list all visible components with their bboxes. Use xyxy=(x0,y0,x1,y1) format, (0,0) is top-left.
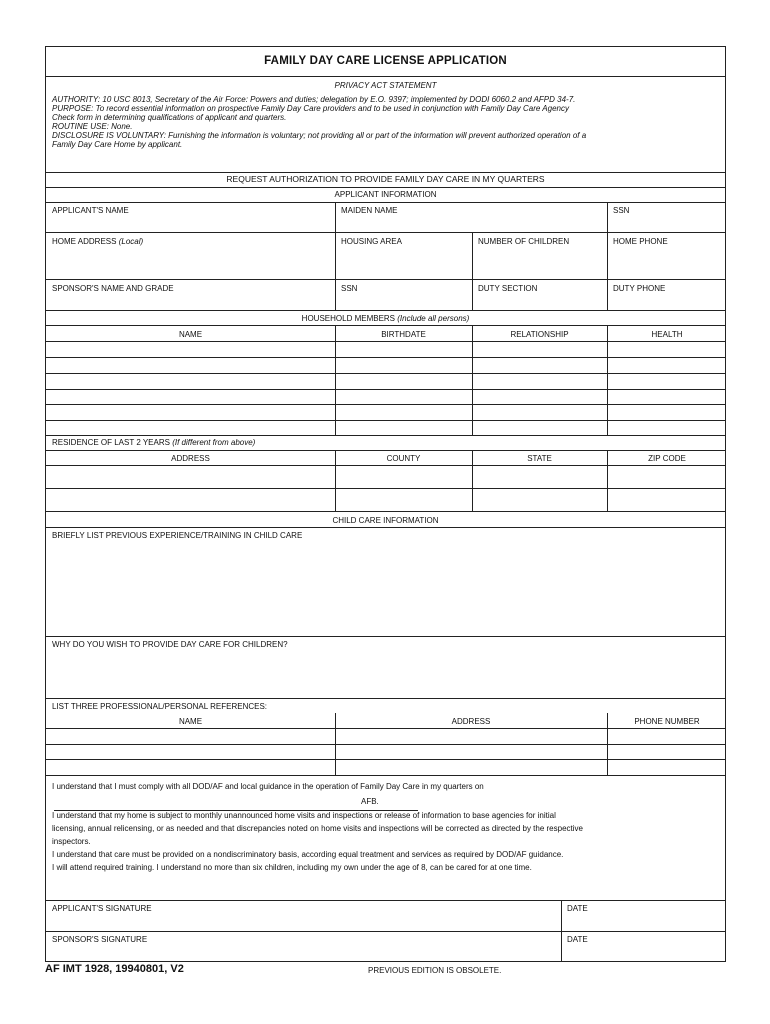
col-divider xyxy=(607,713,608,775)
residence-col-zip: ZIP CODE xyxy=(648,454,686,463)
divider xyxy=(46,325,725,326)
applicant-name-label: APPLICANT'S NAME xyxy=(52,206,129,215)
divider xyxy=(46,435,725,436)
request-heading: REQUEST AUTHORIZATION TO PROVIDE FAMILY DAY CARE IN MY QUARTERS xyxy=(226,174,545,184)
table-row xyxy=(46,389,725,390)
divider xyxy=(46,202,725,203)
table-row xyxy=(46,341,725,342)
table-row xyxy=(46,420,725,421)
divider xyxy=(46,450,725,451)
duty-phone-label: DUTY PHONE xyxy=(613,284,666,293)
col-divider xyxy=(472,232,473,310)
divider xyxy=(46,511,725,512)
authority-text: AUTHORITY: 10 USC 8013, Secretary of the Air Force: Powers and duties; delegation by E.O. 9397; implemented by DODI 6060.2 and AFPD 34-7. xyxy=(52,95,576,104)
purpose-text: PURPOSE: To record essential information on prospective Family Day Care providers and to be used in conjunction with Family Day Care Agency xyxy=(52,104,569,113)
duty-section-label: DUTY SECTION xyxy=(478,284,538,293)
privacy-heading: PRIVACY ACT STATEMENT xyxy=(334,81,437,90)
table-row xyxy=(46,728,725,729)
sponsor-ssn-label: SSN xyxy=(341,284,358,293)
reference-col-address: ADDRESS xyxy=(451,717,491,726)
sponsor-name-label: SPONSOR'S NAME AND GRADE xyxy=(52,284,174,293)
divider xyxy=(46,931,725,932)
table-row xyxy=(46,488,725,489)
household-col-relationship: RELATIONSHIP xyxy=(510,330,569,339)
divider xyxy=(46,76,725,77)
divider xyxy=(46,527,725,528)
obsolete-notice: PREVIOUS EDITION IS OBSOLETE. xyxy=(368,966,502,975)
maiden-name-label: MAIDEN NAME xyxy=(341,206,398,215)
col-divider xyxy=(472,450,473,511)
sponsor-date-label: DATE xyxy=(567,935,588,944)
col-divider xyxy=(335,713,336,775)
disclosure-text-cont: Family Day Care Home by applicant. xyxy=(52,140,183,149)
statement-2 xyxy=(52,809,719,874)
col-divider xyxy=(472,325,473,435)
reference-col-phone: PHONE NUMBER xyxy=(634,717,700,726)
statement-line: inspectors. xyxy=(52,837,91,846)
table-row xyxy=(46,357,725,358)
household-heading: HOUSEHOLD MEMBERS (Include all persons) xyxy=(301,314,470,323)
statement-line: I understand that care must be provided on a nondiscriminatory basis, according equal treatment and services as required by DOD/AF guidance. xyxy=(52,850,564,859)
col-divider xyxy=(607,450,608,511)
statement-line: I will attend required training. I understand no more than six children, including my own under the age of 8, can be cared for at one time. xyxy=(52,863,532,872)
table-row xyxy=(46,744,725,745)
table-row xyxy=(46,404,725,405)
statement-line: I understand that my home is subject to monthly unannounced home visits and inspections or release of information to base agencies for initial xyxy=(52,811,556,820)
col-divider xyxy=(607,325,608,435)
purpose-text-cont: Check form in determining qualifications of applicant and quarters. xyxy=(52,113,287,122)
why-label: WHY DO YOU WISH TO PROVIDE DAY CARE FOR CHILDREN? xyxy=(52,640,288,649)
number-of-children-label: NUMBER OF CHILDREN xyxy=(478,237,570,246)
home-phone-label: HOME PHONE xyxy=(613,237,668,246)
col-divider xyxy=(607,202,608,310)
form-title: FAMILY DAY CARE LICENSE APPLICATION xyxy=(264,55,507,67)
applicant-signature-label: APPLICANT'S SIGNATURE xyxy=(52,904,152,913)
residence-heading: RESIDENCE OF LAST 2 YEARS (If different from above) xyxy=(52,438,256,447)
disclosure-text: DISCLOSURE IS VOLUNTARY: Furnishing the information is voluntary; not providing all or part of the information will prevent authorized operation of a xyxy=(52,131,587,140)
home-address-label: HOME ADDRESS (Local) xyxy=(52,237,144,246)
application-form xyxy=(45,46,726,962)
table-row xyxy=(46,465,725,466)
applicant-info-heading: APPLICANT INFORMATION xyxy=(334,190,437,199)
residence-col-county: COUNTY xyxy=(386,454,421,463)
reference-col-name: NAME xyxy=(178,717,203,726)
divider xyxy=(46,172,725,173)
applicant-date-label: DATE xyxy=(567,904,588,913)
housing-area-label: HOUSING AREA xyxy=(341,237,402,246)
afb-label: AFB. xyxy=(361,797,379,806)
col-divider xyxy=(561,900,562,962)
statement-1: I understand that I must comply with all DOD/AF and local guidance in the operation of Family Day Care in my quarters on xyxy=(52,782,484,791)
privacy-statement xyxy=(52,95,719,149)
household-col-birthdate: BIRTHDATE xyxy=(381,330,426,339)
col-divider xyxy=(335,325,336,435)
divider xyxy=(46,698,725,699)
residence-col-address: ADDRESS xyxy=(171,454,210,463)
table-row xyxy=(46,373,725,374)
divider xyxy=(46,636,725,637)
ssn-label: SSN xyxy=(613,206,630,215)
divider xyxy=(46,187,725,188)
residence-col-state: STATE xyxy=(527,454,552,463)
divider xyxy=(46,232,725,233)
divider xyxy=(46,310,725,311)
routine-use-text: ROUTINE USE: None. xyxy=(52,122,133,131)
table-row xyxy=(46,759,725,760)
sponsor-signature-label: SPONSOR'S SIGNATURE xyxy=(52,935,148,944)
household-col-name: NAME xyxy=(178,330,203,339)
experience-label: BRIEFLY LIST PREVIOUS EXPERIENCE/TRAINING IN CHILD CARE xyxy=(52,531,303,540)
col-divider xyxy=(335,450,336,511)
divider xyxy=(46,279,725,280)
references-label: LIST THREE PROFESSIONAL/PERSONAL REFERENCES: xyxy=(52,702,268,711)
household-col-health: HEALTH xyxy=(651,330,683,339)
statement-line: licensing, annual relicensing, or as needed and that discrepancies noted on home visits and inspections will be corrected as directed by the respective xyxy=(52,824,583,833)
divider xyxy=(46,775,725,776)
col-divider xyxy=(335,202,336,310)
child-care-heading: CHILD CARE INFORMATION xyxy=(332,516,439,525)
divider xyxy=(46,900,725,901)
form-number: AF IMT 1928, 19940801, V2 xyxy=(45,963,184,975)
